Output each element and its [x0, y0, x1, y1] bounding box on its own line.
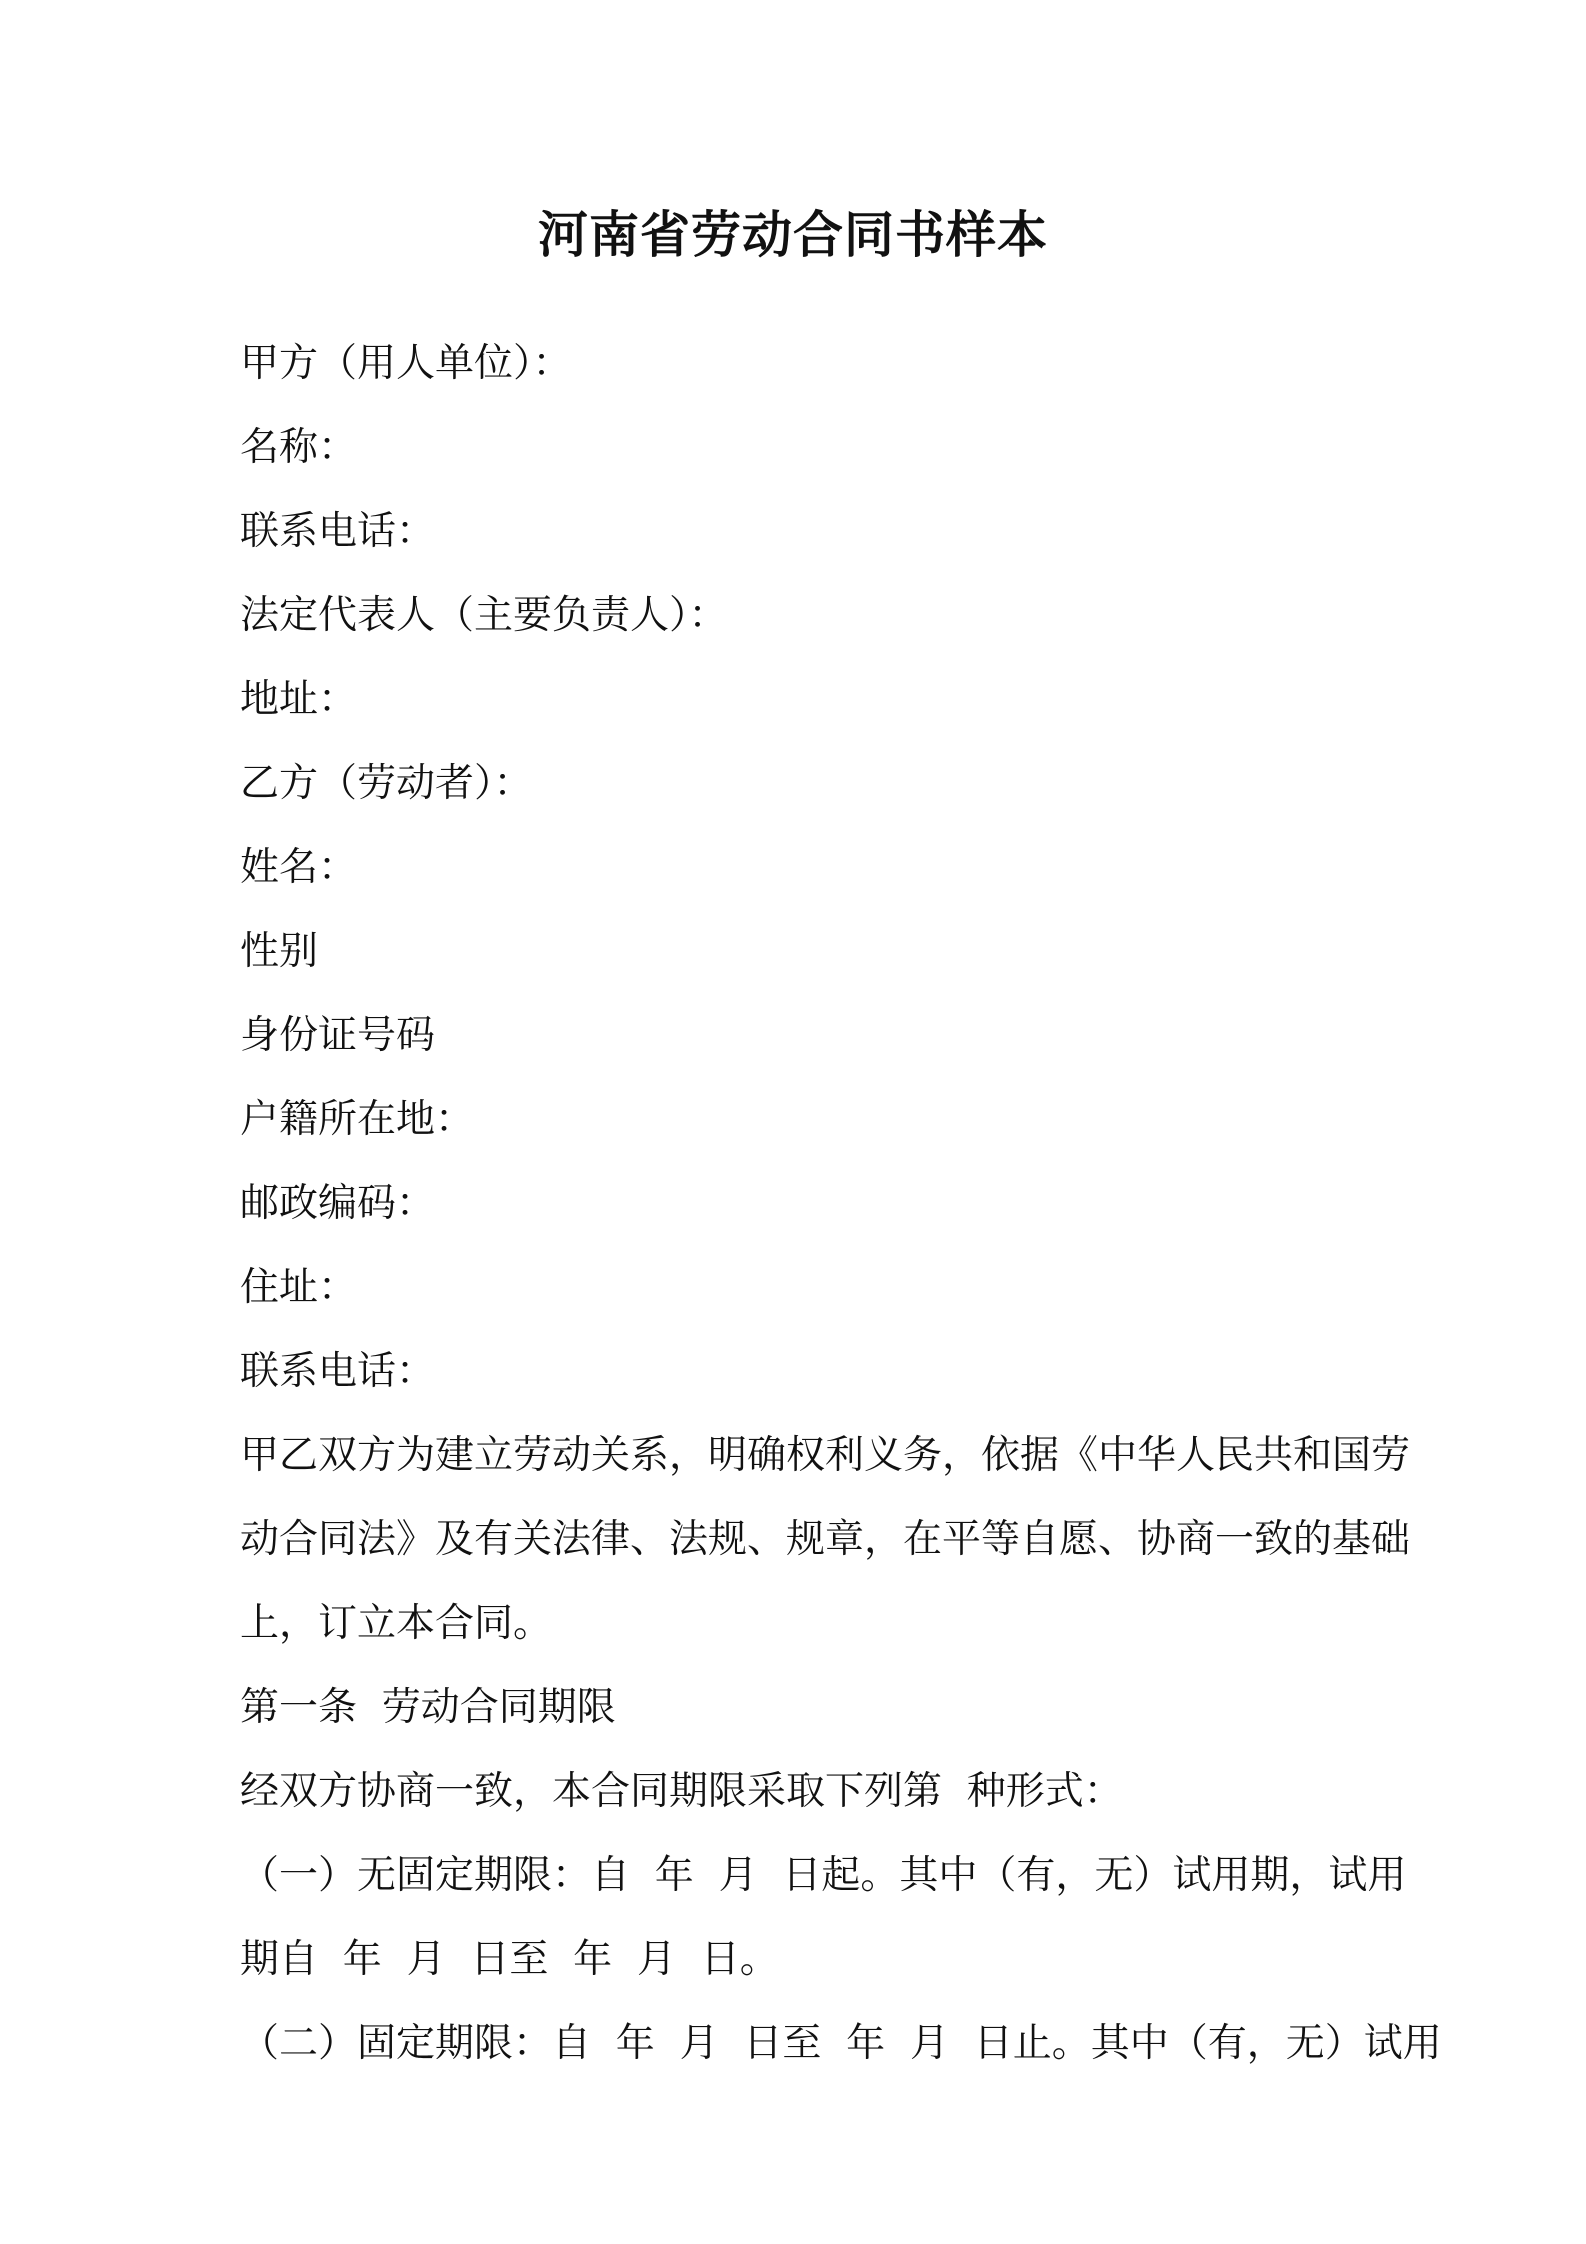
- party-b-address-field: 住址：: [240, 1265, 358, 1310]
- preamble-line-1: 甲乙双方为建立劳动关系，明确权利义务，依据《中华人民共和国劳: [240, 1433, 1411, 1478]
- preamble-line-3: 上，订立本合同。: [240, 1601, 553, 1646]
- term-option-1-line-1: （一）无固定期限：自 年 月 日起。其中（有，无）试用期，试用: [240, 1853, 1407, 1898]
- party-a-name-field: 名称：: [240, 425, 358, 470]
- party-b-household-field: 户籍所在地：: [240, 1097, 475, 1142]
- party-a-heading: 甲方（用人单位）：: [240, 341, 572, 386]
- party-b-id-number-field: 身份证号码: [240, 1013, 436, 1058]
- party-b-postcode-field: 邮政编码：: [240, 1181, 436, 1226]
- party-b-heading: 乙方（劳动者）：: [240, 761, 533, 806]
- document-title: 河南省劳动合同书样本: [538, 206, 1048, 264]
- party-b-gender-field: 性别: [240, 929, 319, 974]
- article-1-intro: 经双方协商一致，本合同期限采取下列第 种形式：: [240, 1769, 1123, 1814]
- party-a-address-field: 地址：: [240, 677, 358, 722]
- article-1-heading: 第一条 劳动合同期限: [240, 1685, 616, 1730]
- party-b-name-field: 姓名：: [240, 845, 358, 890]
- document-body: [240, 322, 1442, 2086]
- party-a-legal-rep-field: 法定代表人（主要负责人）：: [240, 593, 728, 638]
- term-option-1-line-2: 期自 年 月 日至 年 月 日。: [240, 1937, 779, 1982]
- party-a-phone-field: 联系电话：: [240, 509, 436, 554]
- preamble-line-2: 动合同法》及有关法律、法规、规章，在平等自愿、协商一致的基础: [240, 1517, 1411, 1562]
- party-b-phone-field: 联系电话：: [240, 1349, 436, 1394]
- term-option-2-line-1: （二）固定期限：自 年 月 日至 年 月 日止。其中（有，无）试用: [240, 2021, 1442, 2066]
